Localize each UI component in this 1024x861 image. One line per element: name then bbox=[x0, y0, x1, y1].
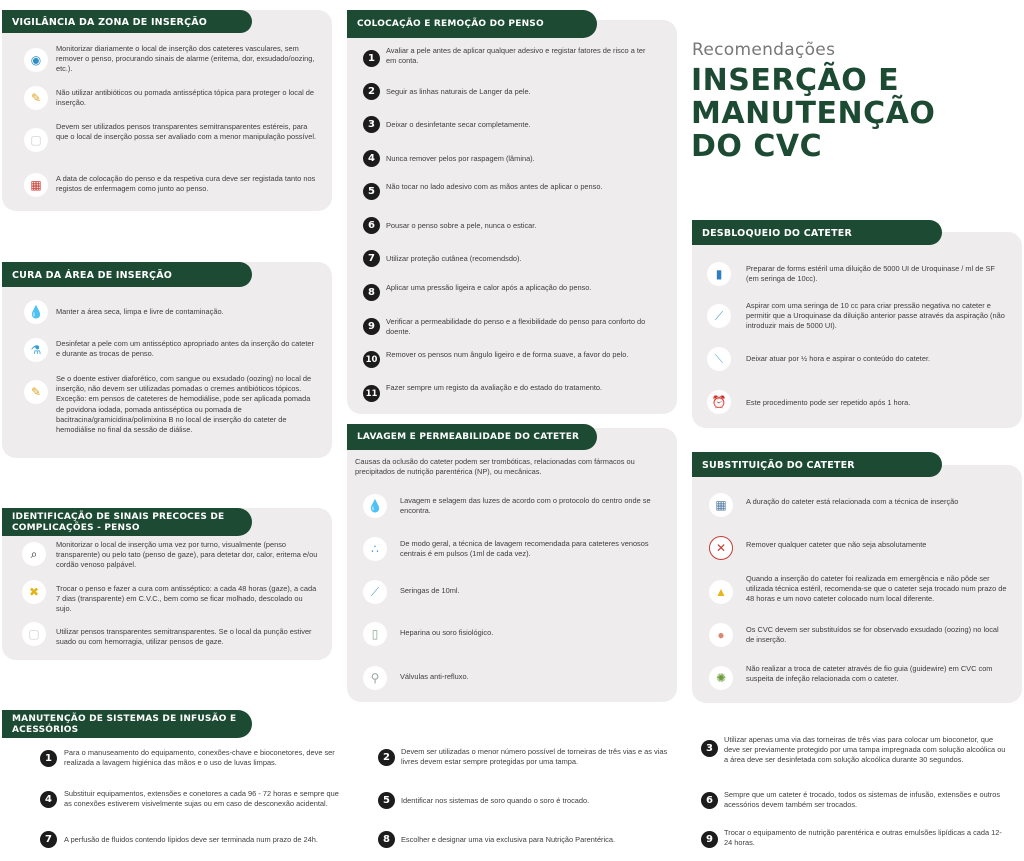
manutencao-step: Identificar nos sistemas de soro quando o soro é trocado. bbox=[401, 796, 590, 805]
sinais-item: Trocar o penso e fazer a cura com antisséptico: a cada 48 horas (gaze), a cada 7 dias (transparente) em C.V.C., bem como se ficar molhado, descolado ou sujo. bbox=[56, 584, 317, 614]
substituicao-item: A duração do cateter está relacionada com a técnica de inserção bbox=[746, 497, 959, 506]
antiseptic-bottle-icon: ⚗ bbox=[24, 338, 48, 362]
syringe-icon: ⟋ bbox=[363, 580, 387, 604]
eye-icon: ◉ bbox=[24, 48, 48, 72]
sinais-header: IDENTIFICAÇÃO DE SINAIS PRECOCES DE COMPLICAÇÕES - PENSO bbox=[2, 508, 252, 536]
manutencao-step: Trocar o equipamento de nutrição parentérica e outras emulsões lipídicas a cada 12-24 horas. bbox=[724, 828, 1002, 848]
vigilancia-item: A data de colocação do penso e da respetiva cura deve ser registada tanto nos registos de enfermagem como junto ao penso. bbox=[56, 174, 316, 194]
emergency-light-icon: ▲ bbox=[709, 580, 733, 604]
step-number: 9 bbox=[363, 318, 380, 335]
magnifier-icon: ⌕ bbox=[22, 542, 46, 566]
step-number: 3 bbox=[701, 740, 718, 757]
colocacao-header: COLOCAÇÃO E REMOÇÃO DO PENSO bbox=[347, 10, 597, 38]
lavagem-item: Lavagem e selagem das luzes de acordo com o protocolo do centro onde se encontra. bbox=[400, 496, 651, 516]
page-subtitle: Recomendações bbox=[692, 40, 836, 60]
page-title-line: INSERÇÃO E bbox=[691, 63, 900, 98]
substituicao-item: Não realizar a troca de cateter através de fio guia (guidewire) em CVC com suspeita de infeção relacionada com o cateter. bbox=[746, 664, 993, 684]
vigilancia-header: VIGILÂNCIA DA ZONA DE INSERÇÃO bbox=[2, 10, 252, 33]
calendar-icon: ▦ bbox=[709, 493, 733, 517]
colocacao-step: Pousar o penso sobre a pele, nunca o esticar. bbox=[386, 221, 537, 230]
wound-icon: ● bbox=[709, 623, 733, 647]
pipette-icon: ⟍ bbox=[707, 347, 731, 371]
saline-bottle-icon: ▯ bbox=[363, 622, 387, 646]
step-number: 3 bbox=[363, 116, 380, 133]
colocacao-step: Verificar a permeabilidade do penso e a flexibilidade do penso para conforto do doente. bbox=[386, 317, 646, 337]
step-number: 1 bbox=[363, 50, 380, 67]
ointment-tube-icon: ✎ bbox=[24, 86, 48, 110]
syringe-icon: ⟋ bbox=[707, 304, 731, 328]
lavagem-item: Heparina ou soro fisiológico. bbox=[400, 628, 494, 637]
cura-item: Desinfetar a pele com um antisséptico apropriado antes da inserção do cateter e durante as trocas de penso. bbox=[56, 339, 314, 359]
cura-header: CURA DA ÁREA DE INSERÇÃO bbox=[2, 262, 252, 287]
colocacao-step: Nunca remover pelos por raspagem (lâmina). bbox=[386, 154, 535, 163]
lavagem-item: Seringas de 10ml. bbox=[400, 586, 460, 595]
manutencao-step: Substituir equipamentos, extensões e conetores a cada 96 - 72 horas e sempre que as conexões estiverem visivelmente sujas ou em caso de desconexão acidental. bbox=[64, 789, 339, 809]
desbloqueio-item: Preparar de forms estéril uma diluição de 5000 UI de Uroquinase / ml de SF (em seringa de 10cc). bbox=[746, 264, 995, 284]
water-drop-icon: 💧 bbox=[24, 300, 48, 324]
sinais-item: Utilizar pensos transparentes semitransparentes. Se o local da punção estiver suado ou com hemorragia, utilizar pensos de gaze. bbox=[56, 627, 312, 647]
desbloqueio-header: DESBLOQUEIO DO CATETER bbox=[692, 220, 942, 245]
step-number: 1 bbox=[40, 750, 57, 767]
step-number: 5 bbox=[363, 183, 380, 200]
step-number: 2 bbox=[378, 749, 395, 766]
page-title bbox=[691, 64, 935, 163]
calendar-icon: ▦ bbox=[24, 173, 48, 197]
manutencao-step: Escolher e designar uma via exclusiva para Nutrição Parentérica. bbox=[401, 835, 616, 844]
droplets-icon: ∴ bbox=[363, 537, 387, 561]
lavagem-header: LAVAGEM E PERMEABILIDADE DO CATETER bbox=[347, 424, 597, 450]
step-number: 11 bbox=[363, 385, 380, 402]
cura-item: Manter a área seca, limpa e livre de contaminação. bbox=[56, 307, 224, 316]
step-number: 4 bbox=[363, 150, 380, 167]
transparent-dressing-icon: ▢ bbox=[24, 128, 48, 152]
step-number: 7 bbox=[40, 831, 57, 848]
ointment-tube-icon: ✎ bbox=[24, 380, 48, 404]
step-number: 8 bbox=[363, 284, 380, 301]
step-number: 4 bbox=[40, 791, 57, 808]
substituicao-item: Quando a inserção do cateter foi realizada em emergência e não pôde ser utilizada técnica estéril, recomenda-se que o cateter seja trocado num prazo de 48 horas e um novo cateter colocado num local diferente. bbox=[746, 574, 1007, 604]
page-title-line: DO CVC bbox=[691, 129, 823, 164]
vigilancia-item: Devem ser utilizados pensos transparentes semitransparentes estéreis, para que o local de inserção possa ser avaliado com a menor manipulação possível. bbox=[56, 122, 317, 142]
manutencao-step: Utilizar apenas uma via das torneiras de três vias para colocar um bioconetor, que deve ser previamente protegido por uma tampa impregnada com solução alcoólica ou a área deve ser desinfetada com solução alcoólica durante 30 segundos. bbox=[724, 735, 1006, 765]
cura-item: Se o doente estiver diaforético, com sangue ou exsudado (oozing) no local de inserção, não devem ser utilizadas pomadas o cremes antibióticos tópicos. Exceção: em pensos de cateteres de hemodiálise, pode ser aplicada pomada de povidona iodada, pomada antisséptica ou pomada de bacitracina/gramicidina/polimixina B no local de inserção do cateter de hemodiálise no final da sessão de diálise. bbox=[56, 374, 312, 435]
colocacao-step: Avaliar a pele antes de aplicar qualquer adesivo e registar fatores de risco a ter em conta. bbox=[386, 46, 646, 66]
vial-icon: ▮ bbox=[707, 262, 731, 286]
sinais-item: Monitorizar o local de inserção uma vez por turno, visualmente (penso transparente) ou pelo tato (penso de gaze), para detetar dor, calor, eritema e/ou cordão venoso palpável. bbox=[56, 540, 318, 570]
lavagem-item: Válvulas anti-refluxo. bbox=[400, 672, 469, 681]
colocacao-step: Seguir as linhas naturais de Langer da pele. bbox=[386, 87, 531, 96]
water-drop-icon: 💧 bbox=[363, 494, 387, 518]
desbloqueio-item: Deixar atuar por ½ hora e aspirar o conteúdo do cateter. bbox=[746, 354, 931, 363]
cross-dressing-icon: ✖ bbox=[22, 580, 46, 604]
colocacao-step: Deixar o desinfetante secar completamente. bbox=[386, 120, 531, 129]
manutencao-step: A perfusão de fluidos contendo lípidos deve ser terminada num prazo de 24h. bbox=[64, 835, 318, 844]
substituicao-header: SUBSTITUIÇÃO DO CATETER bbox=[692, 452, 942, 477]
manutencao-header: MANUTENÇÃO DE SISTEMAS DE INFUSÃO E ACESSÓRIOS bbox=[2, 710, 252, 738]
alarm-clock-icon: ⏰ bbox=[707, 390, 731, 414]
step-number: 6 bbox=[701, 792, 718, 809]
desbloqueio-item: Aspirar com uma seringa de 10 cc para criar pressão negativa no cateter e permitir que a Uroquinase da diluição anterior passe através da aspiração (não introduzir mais de 5000 UI). bbox=[746, 301, 1005, 331]
step-number: 9 bbox=[701, 831, 718, 848]
step-number: 8 bbox=[378, 831, 395, 848]
colocacao-step: Aplicar uma pressão ligeira e calor após a aplicação do penso. bbox=[386, 283, 592, 292]
cancel-icon: ✕ bbox=[709, 536, 733, 560]
vigilancia-item: Não utilizar antibióticos ou pomada antisséptica tópica para proteger o local de inserção. bbox=[56, 88, 315, 108]
lavagem-intro: Causas da oclusão do cateter podem ser trombóticas, relacionadas com fármacos ou precipitados de nutrição parentérica (NP), ou mecânicas. bbox=[355, 457, 635, 477]
manutencao-step: Para o manuseamento do equipamento, conexões-chave e bioconetores, deve ser realizada a lavagem higiénica das mãos e o uso de luvas limpas. bbox=[64, 748, 335, 768]
substituicao-item: Os CVC devem ser substituídos se for observado exsudado (oozing) no local de inserção. bbox=[746, 625, 999, 645]
valve-icon: ⚲ bbox=[363, 666, 387, 690]
colocacao-step: Remover os pensos num ângulo ligeiro e de forma suave, a favor do pelo. bbox=[386, 350, 629, 359]
step-number: 5 bbox=[378, 792, 395, 809]
manutencao-step: Sempre que um cateter é trocado, todos os sistemas de infusão, extensões e outros acessórios devem também ser trocados. bbox=[724, 790, 1001, 810]
colocacao-step: Fazer sempre um registo da avaliação e do estado do tratamento. bbox=[386, 383, 603, 392]
step-number: 10 bbox=[363, 351, 380, 368]
manutencao-step: Devem ser utilizadas o menor número possível de torneiras de três vias e as vias livres devem estar sempre protegidas por uma tampa. bbox=[401, 747, 668, 767]
colocacao-step: Utilizar proteção cutânea (recomendsdo). bbox=[386, 254, 522, 263]
colocacao-step: Não tocar no lado adesivo com as mãos antes de aplicar o penso. bbox=[386, 182, 603, 191]
desbloqueio-item: Este procedimento pode ser repetido após 1 hora. bbox=[746, 398, 911, 407]
vigilancia-item: Monitorizar diariamente o local de inserção dos cateteres vasculares, sem remover o penso, procurando sinais de alarme (eritema, dor, exsudado/oozing, etc.). bbox=[56, 44, 315, 74]
step-number: 2 bbox=[363, 83, 380, 100]
transparent-dressing-icon: ▢ bbox=[22, 622, 46, 646]
step-number: 7 bbox=[363, 250, 380, 267]
substituicao-item: Remover qualquer cateter que não seja absolutamente bbox=[746, 540, 927, 549]
step-number: 6 bbox=[363, 217, 380, 234]
lavagem-item: De modo geral, a técnica de lavagem recomendada para cateteres venosos centrais é em pulsos (1ml de cada vez). bbox=[400, 539, 649, 559]
virus-icon: ✺ bbox=[709, 666, 733, 690]
page-title-line: MANUTENÇÃO bbox=[691, 96, 936, 131]
